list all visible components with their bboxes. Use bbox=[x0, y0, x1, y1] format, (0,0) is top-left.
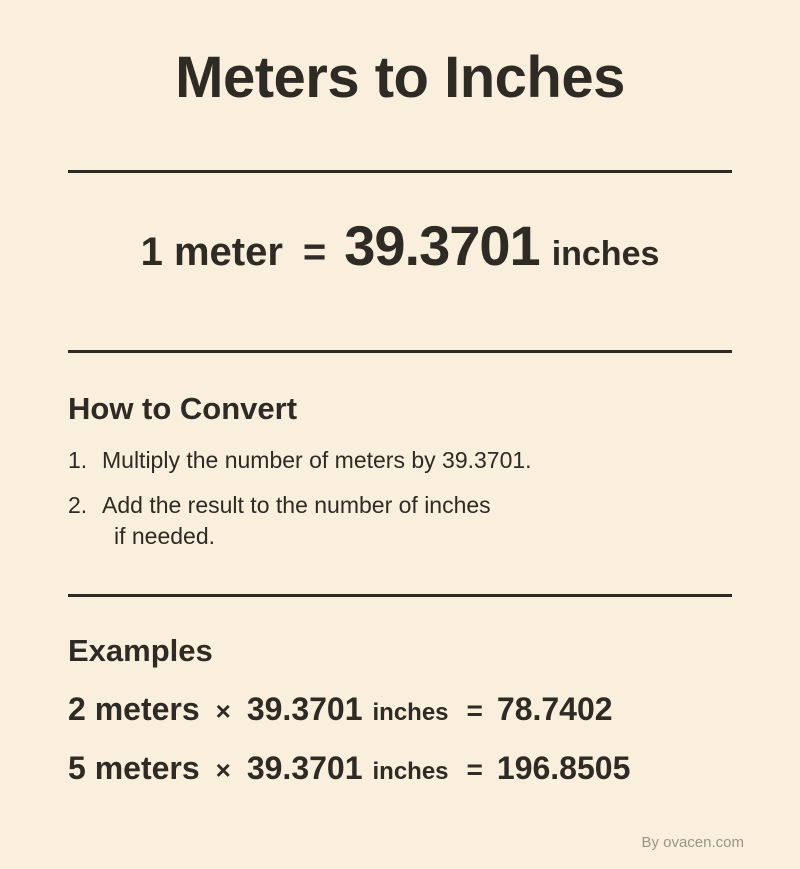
step-text bbox=[102, 490, 732, 552]
example-factor: 39.3701 bbox=[246, 749, 363, 786]
step-number: 1. bbox=[68, 446, 88, 473]
example-result: 196.8505 bbox=[496, 749, 631, 786]
example-unit: inches bbox=[372, 757, 449, 785]
example-result: 78.7402 bbox=[496, 690, 613, 727]
examples-heading: Examples bbox=[68, 632, 213, 668]
equation-left-operand: 1 meter bbox=[140, 229, 283, 274]
example-quantity: 2 meters bbox=[68, 690, 200, 727]
example-row bbox=[68, 691, 732, 728]
equation-equals-sign: = bbox=[302, 229, 327, 274]
divider-bottom bbox=[68, 594, 732, 597]
how-to-heading: How to Convert bbox=[68, 390, 298, 426]
example-equals-sign: = bbox=[466, 753, 483, 785]
equation-value: 39.3701 bbox=[344, 213, 540, 277]
step-number: 2. bbox=[68, 491, 88, 518]
list-item bbox=[68, 445, 732, 476]
multiply-sign: × bbox=[215, 754, 231, 785]
conversion-equation bbox=[68, 173, 732, 278]
example-quantity: 5 meters bbox=[68, 749, 200, 786]
credit-text: By ovacen.com bbox=[641, 834, 744, 851]
step-text-line-1: Add the result to the number of inches bbox=[102, 491, 491, 518]
example-factor: 39.3701 bbox=[246, 690, 363, 727]
equation-unit: inches bbox=[551, 234, 660, 273]
example-equals-sign: = bbox=[466, 694, 483, 726]
example-row bbox=[68, 750, 732, 787]
step-text-line-2: if needed. bbox=[114, 522, 216, 549]
how-to-steps bbox=[68, 445, 732, 552]
list-item bbox=[68, 490, 732, 552]
divider-middle bbox=[68, 350, 732, 353]
example-unit: inches bbox=[372, 698, 449, 726]
step-text: Multiply the number of meters by 39.3701. bbox=[102, 446, 532, 473]
page-title: Meters to Inches bbox=[175, 45, 625, 110]
multiply-sign: × bbox=[215, 695, 231, 726]
